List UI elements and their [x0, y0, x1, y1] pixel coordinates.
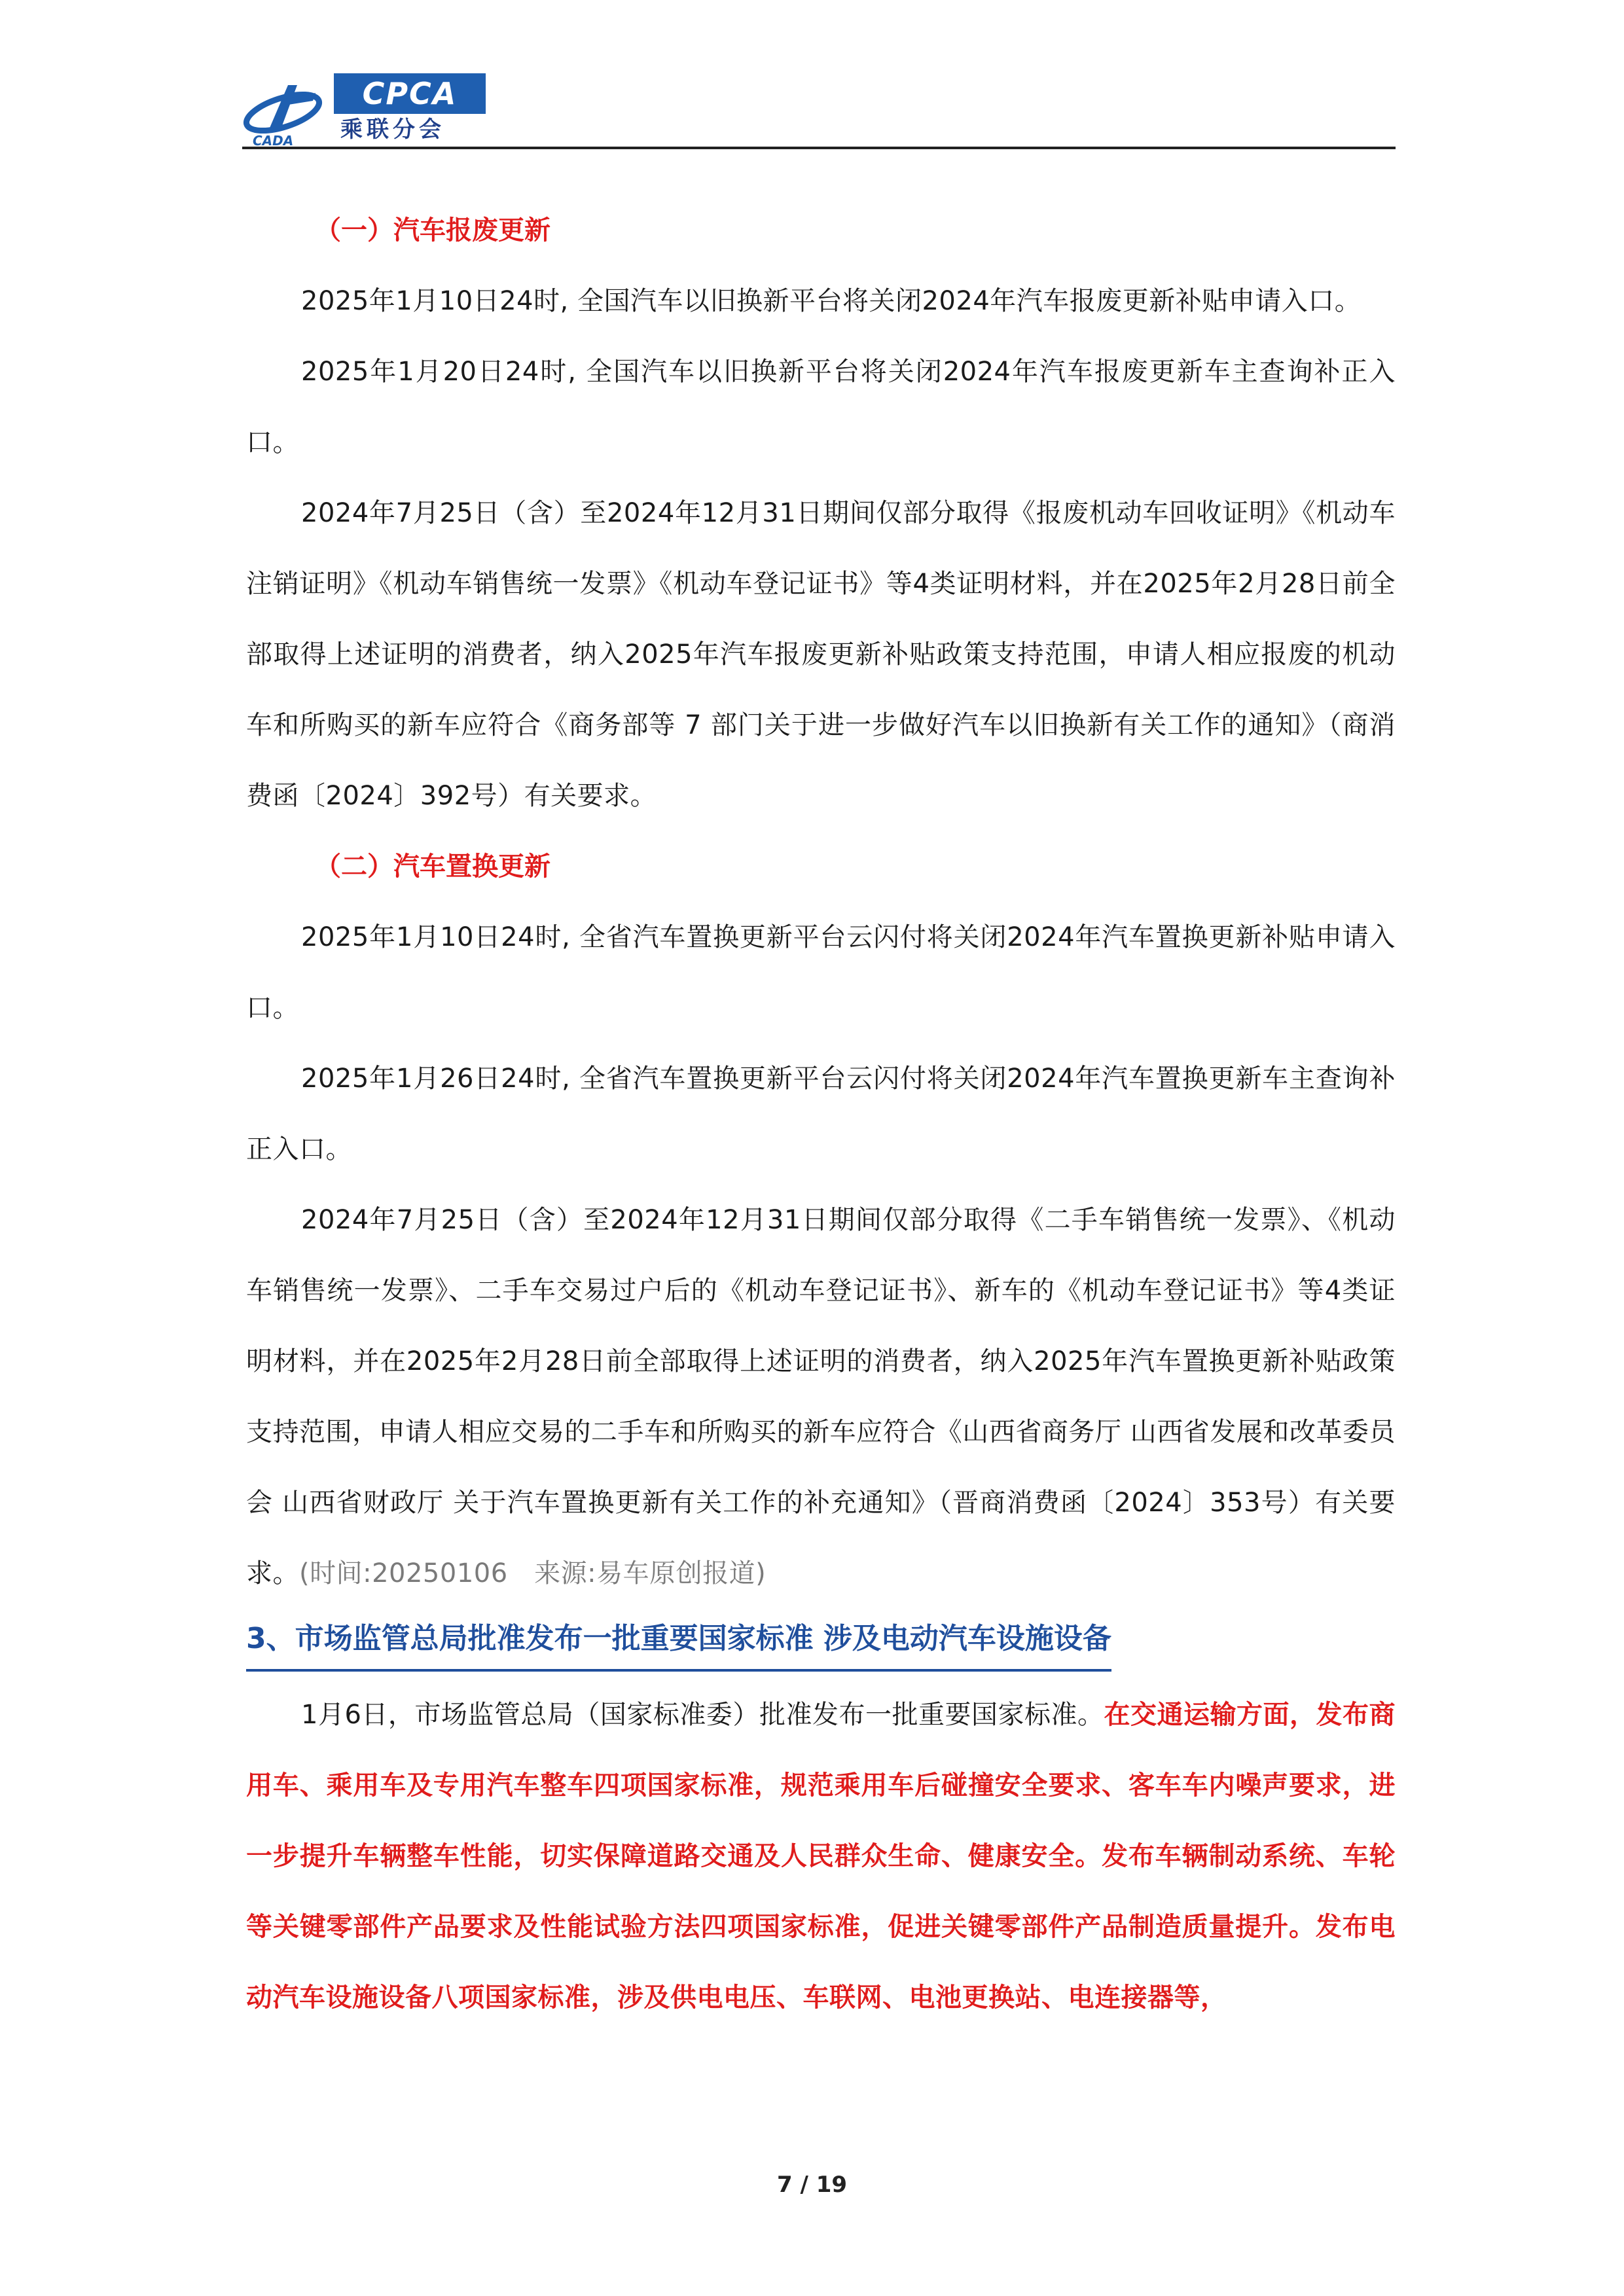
- news-heading-text: 3、市场监管总局批准发布一批重要国家标准 涉及电动汽车设施设备: [246, 1609, 1111, 1672]
- logo-mark-text: CADA: [253, 133, 294, 149]
- cpca-logo: CPCA: [334, 73, 486, 114]
- paragraph: 2025年1月10日24时, 全省汽车置换更新平台云闪付将关闭2024年汽车置换更新补贴申请入口。: [246, 922, 1396, 1023]
- paragraph: 2025年1月20日24时, 全国汽车以旧换新平台将关闭2024年汽车报废更新车主查询补正入口。: [246, 357, 1396, 457]
- paragraph: 2024年7月25日（含）至2024年12月31日期间仅部分取得《报废机动车回收证明》《机动车注销证明》《机动车销售统一发票》《机动车登记证书》等4类证明材料，并在2025年2月28日前全部取得上述证明的消费者，纳入2025年汽车报废更新补贴政策支持范围，申请人相应报废的机动车和所购买的新车应符合《商务部等 7 部门关于进一步做好汽车以旧换新有关工作的通知》（商消费函〔2024〕392号）有关要求。: [246, 498, 1396, 811]
- cada-logo-icon: [242, 73, 327, 139]
- news-heading: [246, 1609, 1396, 1679]
- paragraph: [246, 1185, 1396, 1609]
- paragraph: 2025年1月26日24时, 全省汽车置换更新平台云闪付将关闭2024年汽车置换更新车主查询补正入口。: [246, 1064, 1396, 1164]
- page-number: 7 / 19: [776, 2172, 848, 2198]
- document-body: [246, 195, 1396, 2033]
- page-header: [242, 68, 1396, 148]
- logo-subtitle: 乘联分会: [340, 117, 445, 143]
- section-heading-replacement: （二）汽车置换更新: [315, 852, 550, 882]
- highlighted-text: 在交通运输方面，发布商用车、乘用车及专用汽车整车四项国家标准，规范乘用车后碰撞安全要求、客车车内噪声要求，进一步提升车辆整车性能，切实保障道路交通及人民群众生命、健康安全。发布车辆制动系统、车轮等关键零部件产品要求及性能试验方法四项国家标准，促进关键零部件产品制造质量提升。发布电动汽车设施设备八项国家标准，涉及供电电压、车联网、电池更换站、电连接器等，: [246, 1700, 1396, 2013]
- paragraph: [246, 1679, 1396, 2033]
- section-heading-scrappage: （一）汽车报废更新: [315, 215, 550, 245]
- paragraph: 2025年1月10日24时, 全国汽车以旧换新平台将关闭2024年汽车报废更新补贴申请入口。: [301, 286, 1362, 316]
- paragraph-text: 2024年7月25日（含）至2024年12月31日期间仅部分取得《二手车销售统一发票》、《机动车销售统一发票》、二手车交易过户后的《机动车登记证书》、新车的《机动车登记证书》等4类证明材料，并在2025年2月28日前全部取得上述证明的消费者，纳入2025年汽车置换更新补贴政策支持范围，申请人相应交易的二手车和所购买的新车应符合《山西省商务厅 山西省发展和改革委员会 山西省财政厅 关于汽车置换更新有关工作的补充通知》（晋商消费函〔2024〕353号）有关要求。: [246, 1205, 1396, 1588]
- header-divider: [242, 147, 1396, 149]
- paragraph-text: 1月6日，市场监管总局（国家标准委）批准发布一批重要国家标准。: [301, 1700, 1104, 1730]
- source-note: (时间:20250106 来源:易车原创报道): [299, 1558, 767, 1588]
